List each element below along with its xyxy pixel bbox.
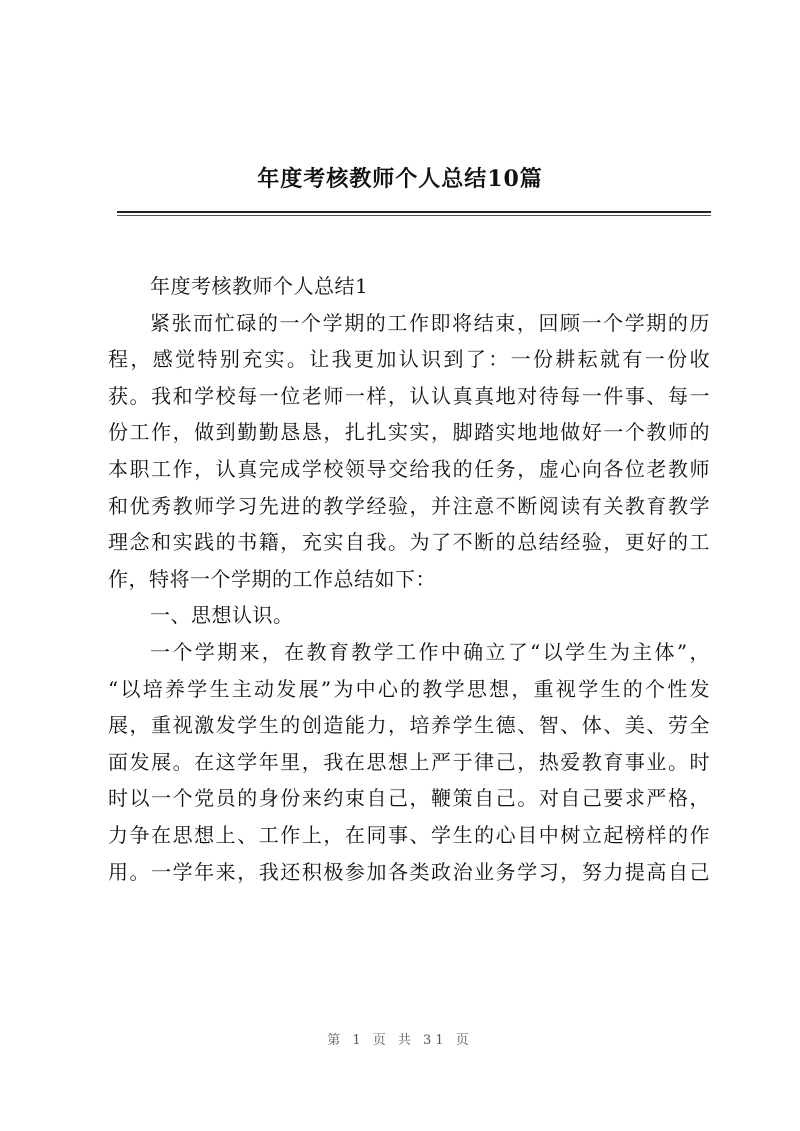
paragraph-line: 本职工作，认真完成学校领导交给我的任务，虚心向各位老教师 — [108, 456, 710, 481]
section-heading: 一、思想认识。 — [150, 603, 294, 628]
paragraph-line: 展，重视激发学生的创造能力，培养学生德、智、体、美、劳全 — [108, 713, 710, 738]
paragraph-line: 和优秀教师学习先进的教学经验，并注意不断阅读有关教育教学 — [108, 493, 710, 518]
paragraph-line: 理念和实践的书籍，充实自我。为了不断的总结经验，更好的工 — [108, 530, 710, 555]
title-divider-thin — [117, 215, 711, 216]
document-body — [108, 268, 710, 890]
paragraph-line: 作，特将一个学期的工作总结如下： — [108, 566, 436, 591]
paragraph-line: 紧张而忙碌的一个学期的工作即将结束，回顾一个学期的历 — [150, 310, 710, 335]
paragraph-line: 份工作，做到勤勤恳恳，扎扎实实，脚踏实地地做好一个教师的 — [108, 420, 710, 445]
paragraph-line: 时以一个党员的身份来约束自己，鞭策自己。对自己要求严格， — [108, 786, 710, 811]
paragraph-line: 面发展。在这学年里，我在思想上严于律己，热爱教育事业。时 — [108, 749, 710, 774]
title-divider — [117, 211, 711, 213]
paragraph-line: 获。我和学校每一位老师一样，认认真真地对待每一件事、每一 — [108, 383, 710, 408]
paragraph-line: 力争在思想上、工作上，在同事、学生的心目中树立起榜样的作 — [108, 822, 710, 847]
paragraph-line: “以培养学生主动发展”为中心的教学思想，重视学生的个性发 — [108, 676, 710, 701]
page-number-footer: 第 1 页 共 31 页 — [327, 1033, 473, 1048]
paragraph-line: 程，感觉特别充实。让我更加认识到了：一份耕耘就有一份收 — [108, 347, 710, 372]
paragraph-line: 用。一学年来，我还积极参加各类政治业务学习，努力提高自己 — [108, 859, 710, 884]
document-title: 年度考核教师个人总结10篇 — [257, 166, 543, 192]
paragraph-line: 一个学期来，在教育教学工作中确立了“以学生为主体”， — [150, 639, 710, 664]
section-heading: 年度考核教师个人总结1 — [150, 274, 369, 298]
